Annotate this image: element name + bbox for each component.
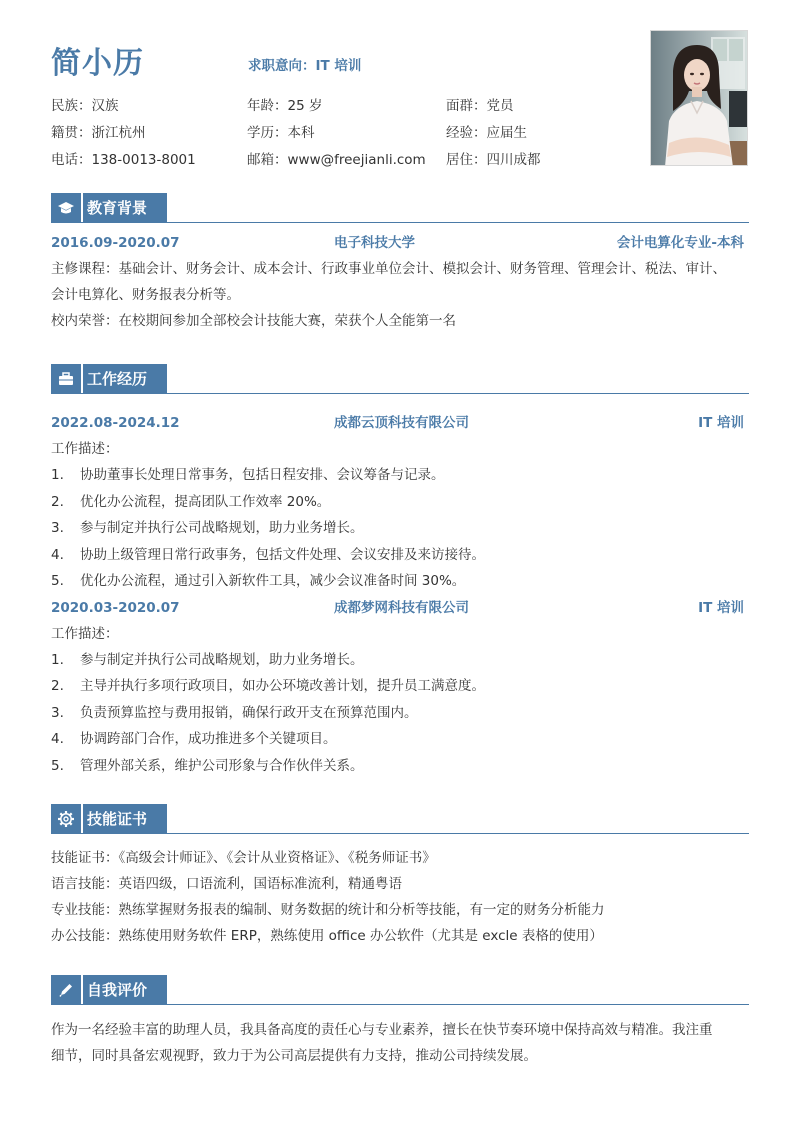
info-email: 邮箱：www@freejianli.com bbox=[247, 152, 426, 168]
info-row bbox=[51, 123, 611, 150]
skill-language: 语言技能：英语四级，口语流利，国语标准流利，精通粤语 bbox=[51, 876, 402, 892]
self-evaluation-line: 细节，同时具备宏观视野，致力于为公司高层提供有力支持，推动公司持续发展。 bbox=[51, 1048, 537, 1064]
list-item bbox=[51, 726, 749, 753]
education-date: 2016.09-2020.07 bbox=[51, 235, 180, 251]
list-number: 3. bbox=[51, 520, 64, 536]
list-text: 协助上级管理日常行政事务，包括文件处理、会议安排及来访接待。 bbox=[80, 546, 485, 563]
section-title: 自我评价 bbox=[83, 975, 167, 1005]
list-number: 4. bbox=[51, 731, 64, 747]
info-row bbox=[51, 150, 611, 177]
info-age: 年龄：25 岁 bbox=[247, 98, 323, 114]
job-date: 2020.03-2020.07 bbox=[51, 599, 180, 616]
section-header bbox=[51, 364, 749, 394]
profile-photo bbox=[650, 30, 748, 166]
section-title: 教育背景 bbox=[83, 193, 167, 223]
graduation-cap-icon bbox=[51, 193, 81, 223]
job-company: 成都云顶科技有限公司 bbox=[334, 415, 469, 431]
job-desc-label: 工作描述： bbox=[51, 625, 119, 642]
briefcase-icon bbox=[51, 364, 81, 394]
section-title: 技能证书 bbox=[83, 804, 167, 834]
job-role: IT 培训 bbox=[698, 599, 744, 616]
education-courses-cont: 会计电算化、财务报表分析等。 bbox=[51, 287, 240, 303]
job-entry bbox=[51, 410, 749, 436]
list-item bbox=[51, 568, 749, 595]
info-phone: 电话：138-0013-8001 bbox=[51, 152, 196, 168]
list-number: 1. bbox=[51, 651, 64, 668]
info-hometown: 籍贯：浙江杭州 bbox=[51, 125, 146, 141]
education-major: 会计电算化专业-本科 bbox=[616, 235, 744, 251]
job-company: 成都梦网科技有限公司 bbox=[334, 599, 469, 616]
pen-icon bbox=[51, 975, 81, 1005]
section-header bbox=[51, 193, 749, 223]
personal-info bbox=[51, 96, 611, 177]
education-honor: 校内荣誉：在校期间参加全部校会计技能大赛，荣获个人全能第一名 bbox=[51, 313, 456, 329]
job-desc-label: 工作描述： bbox=[51, 441, 119, 457]
list-item bbox=[51, 673, 749, 700]
list-number: 5. bbox=[51, 757, 64, 774]
skills-section bbox=[51, 804, 749, 949]
list-number: 4. bbox=[51, 546, 64, 563]
self-evaluation-line: 作为一名经验丰富的助理人员，我具备高度的责任心与专业素养，擅长在快节奏环境中保持高效与精准。我注重 bbox=[51, 1022, 713, 1038]
list-number: 5. bbox=[51, 573, 64, 589]
list-item bbox=[51, 489, 749, 516]
list-item bbox=[51, 700, 749, 727]
list-text: 参与制定并执行公司战略规划，助力业务增长。 bbox=[80, 520, 364, 536]
info-row bbox=[51, 96, 611, 123]
section-header bbox=[51, 804, 749, 834]
job-entry bbox=[51, 595, 749, 621]
list-item bbox=[51, 515, 749, 542]
list-text: 优化办公流程，提高团队工作效率 20%。 bbox=[80, 493, 331, 510]
skill-office: 办公技能：熟练使用财务软件 ERP，熟练使用 office 办公软件（尤其是 excle 表格的使用） bbox=[51, 928, 603, 944]
self-evaluation-text bbox=[51, 1017, 749, 1069]
job-date: 2022.08-2024.12 bbox=[51, 415, 180, 431]
info-education: 学历：本科 bbox=[247, 125, 315, 141]
self-evaluation-section bbox=[51, 975, 749, 1069]
list-number: 2. bbox=[51, 493, 64, 510]
section-title: 工作经历 bbox=[83, 364, 167, 394]
list-text: 主导并执行多项行政项目，如办公环境改善计划，提升员工满意度。 bbox=[80, 678, 485, 694]
resume-name: 简小历 bbox=[51, 46, 144, 81]
skill-professional: 专业技能：熟练掌握财务报表的编制、财务数据的统计和分析等技能，有一定的财务分析能力 bbox=[51, 902, 605, 918]
list-text: 协助董事长处理日常事务，包括日程安排、会议筹备与记录。 bbox=[80, 467, 445, 483]
info-political-status: 面群：党员 bbox=[446, 98, 514, 114]
list-text: 负责预算监控与费用报销，确保行政开支在预算范围内。 bbox=[80, 704, 418, 721]
education-section bbox=[51, 193, 749, 334]
job-intent: 求职意向：IT 培训 bbox=[248, 58, 362, 74]
info-experience: 经验：应届生 bbox=[446, 125, 527, 141]
list-item bbox=[51, 462, 749, 489]
list-text: 参与制定并执行公司战略规划，助力业务增长。 bbox=[80, 651, 364, 668]
education-school: 电子科技大学 bbox=[334, 235, 415, 251]
job-role: IT 培训 bbox=[698, 415, 744, 431]
list-number: 2. bbox=[51, 678, 64, 694]
list-item bbox=[51, 753, 749, 780]
list-number: 1. bbox=[51, 467, 64, 483]
gear-icon bbox=[51, 804, 81, 834]
education-entry bbox=[51, 230, 749, 256]
info-residence: 居住：四川成都 bbox=[446, 152, 541, 168]
list-text: 管理外部关系，维护公司形象与合作伙伴关系。 bbox=[80, 757, 364, 774]
list-text: 协调跨部门合作，成功推进多个关键项目。 bbox=[80, 731, 337, 747]
section-header bbox=[51, 975, 749, 1005]
skill-certificates: 技能证书：《高级会计师证》、《会计从业资格证》、《税务师证书》 bbox=[51, 850, 436, 866]
education-courses: 主修课程：基础会计、财务会计、成本会计、行政事业单位会计、模拟会计、财务管理、管理会计、税法、审计、 bbox=[51, 261, 726, 277]
list-text: 优化办公流程，通过引入新软件工具，减少会议准备时间 30%。 bbox=[80, 573, 466, 589]
work-section bbox=[51, 364, 749, 779]
list-number: 3. bbox=[51, 704, 64, 721]
info-ethnicity: 民族：汉族 bbox=[51, 98, 119, 114]
list-item bbox=[51, 542, 749, 569]
list-item bbox=[51, 647, 749, 674]
